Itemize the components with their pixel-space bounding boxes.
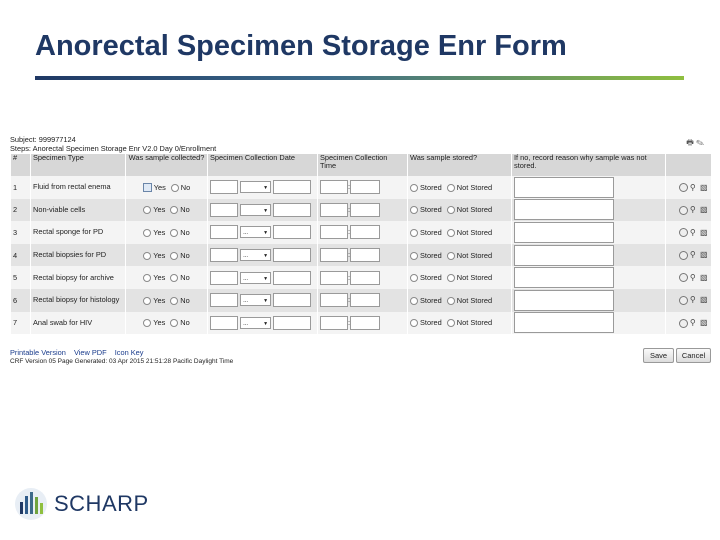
row-actions [666,266,711,289]
collection-time-cell [318,266,408,289]
time-separator: : [348,250,351,260]
status-circle-icon[interactable] [679,296,688,305]
collected-cell [126,266,208,289]
not-stored-label: Not Stored [456,295,493,305]
reason-cell [512,221,666,244]
collected-cell [126,312,208,335]
header-reason: If no, record reason why sample was not stored. [512,154,666,176]
year-input[interactable] [273,180,311,194]
hour-input[interactable] [320,293,351,307]
day-input[interactable] [210,203,238,217]
specimen-type-cell [31,221,126,244]
year-input[interactable] [273,203,311,217]
header-num: # [11,154,31,176]
table-row [11,176,711,199]
month-value: ... [243,230,249,237]
day-input[interactable] [210,225,238,239]
month-select[interactable] [240,272,271,284]
reason-cell [512,312,666,335]
reason-cell [512,289,666,312]
collected-yes-radio[interactable] [143,229,151,237]
collection-date-cell [208,289,318,312]
row-number: 4 [11,244,31,267]
collected-yes-radio[interactable] [143,252,151,260]
table-row [11,266,711,289]
stored-cell [408,199,512,222]
day-input[interactable] [210,248,238,262]
collected-cell [126,176,208,199]
no-label: No [180,295,190,305]
collected-cell [126,289,208,312]
not-stored-label: Not Stored [456,227,493,237]
month-select[interactable] [240,181,271,193]
collected-yes-radio[interactable] [143,183,152,192]
status-circle-icon[interactable] [679,319,688,328]
hour-input[interactable] [320,271,351,285]
print-edit-icons[interactable]: 🖶 ✎ [686,138,704,147]
collected-yes-radio[interactable] [143,274,151,282]
month-value: ... [243,275,249,282]
stored-label: Stored [420,273,442,283]
no-label: No [180,227,190,237]
not-stored-label: Not Stored [456,250,493,260]
collected-no-radio[interactable] [171,184,179,192]
stored-cell [408,312,512,335]
collected-no-radio[interactable] [170,319,178,327]
subject-id: Subject: 999977124 [10,135,76,144]
not-stored-radio[interactable] [447,184,455,192]
collected-cell [126,199,208,222]
stored-label: Stored [420,227,442,237]
row-number: 6 [11,289,31,312]
stored-label: Stored [420,295,442,305]
row-number: 2 [11,199,31,222]
yes-label: Yes [153,318,166,328]
collected-cell [126,221,208,244]
crf-form [10,135,710,366]
time-separator: : [348,204,351,214]
table-row [11,244,711,267]
reason-textarea[interactable] [514,245,614,266]
row-action-icons[interactable]: ⚲ ▧ [689,250,709,260]
specimen-type-cell [31,266,126,289]
row-action-icons[interactable]: ⚲ ▧ [689,272,709,282]
view-pdf-link[interactable]: View PDF [73,348,107,358]
hour-input[interactable] [320,203,351,217]
stored-label: Stored [420,318,442,328]
minute-input[interactable] [350,293,380,307]
row-actions [666,289,711,312]
stored-label: Stored [420,205,442,215]
table-row [11,289,711,312]
header-specimen-type: Specimen Type [31,154,126,176]
stored-cell [408,244,512,267]
icon-key-link[interactable]: Icon Key [114,348,144,358]
month-select[interactable] [240,226,271,238]
stored-radio[interactable] [410,229,418,237]
specimen-table [10,154,711,334]
year-input[interactable] [273,316,311,330]
chevron-down-icon: ▼ [263,253,269,260]
not-stored-radio[interactable] [447,229,455,237]
table-row [11,199,711,222]
no-label: No [180,250,190,260]
year-input[interactable] [273,225,311,239]
stored-radio[interactable] [410,319,418,327]
specimen-type-cell [31,289,126,312]
reason-textarea[interactable] [514,199,614,220]
stored-cell [408,266,512,289]
slide-title: Anorectal Specimen Storage Enr Form [35,30,567,62]
year-input[interactable] [273,293,311,307]
row-number: 5 [11,266,31,289]
collection-date-cell [208,176,318,199]
not-stored-radio[interactable] [447,319,455,327]
not-stored-radio[interactable] [447,206,455,214]
row-action-icons[interactable]: ⚲ ▧ [689,227,709,237]
month-select[interactable] [240,317,271,329]
row-actions [666,176,711,199]
status-circle-icon[interactable] [679,273,688,282]
specimen-type: Rectal biopsies for PD [33,250,107,260]
yes-label: Yes [153,250,166,260]
minute-input[interactable] [350,203,380,217]
time-separator: : [348,272,351,282]
reason-cell [512,244,666,267]
not-stored-radio[interactable] [447,252,455,260]
row-action-icons[interactable]: ⚲ ▧ [689,295,709,305]
collection-date-cell [208,199,318,222]
collected-yes-radio[interactable] [143,206,151,214]
yes-label: Yes [153,227,166,237]
status-circle-icon[interactable] [679,228,688,237]
not-stored-radio[interactable] [447,274,455,282]
specimen-type: Anal swab for HIV [33,317,93,327]
header-actions [666,154,711,176]
collected-no-radio[interactable] [170,252,178,260]
month-value: ... [243,253,249,260]
table-header [11,154,711,176]
collected-no-radio[interactable] [170,297,178,305]
row-number: 1 [11,176,31,199]
collection-time-cell [318,244,408,267]
chevron-down-icon: ▼ [263,298,269,305]
collected-no-radio[interactable] [170,206,178,214]
minute-input[interactable] [350,316,380,330]
hour-input[interactable] [320,248,351,262]
time-separator: : [348,295,351,305]
hour-input[interactable] [320,316,351,330]
form-meta [10,135,710,154]
time-separator: : [348,182,351,192]
not-stored-label: Not Stored [456,205,493,215]
month-select[interactable] [240,249,271,261]
row-number: 3 [11,221,31,244]
stored-cell [408,221,512,244]
hour-input[interactable] [320,225,351,239]
collection-time-cell [318,221,408,244]
collection-time-cell [318,312,408,335]
row-action-icons[interactable]: ⚲ ▧ [689,205,709,215]
reason-textarea[interactable] [514,267,614,288]
yes-label: Yes [153,182,166,192]
collection-date-cell [208,266,318,289]
reason-textarea[interactable] [514,222,614,243]
chevron-down-icon: ▼ [263,185,269,192]
row-actions [666,221,711,244]
form-steps: Steps: Anorectal Specimen Storage Enr V2.0 Day 0/Enrollment [10,144,217,153]
chevron-down-icon: ▼ [263,320,269,327]
collected-yes-radio[interactable] [143,297,151,305]
page-generated-text: CRF Version 05 Page Generated: 03 Apr 2015 21:51:28 Pacific Daylight Time [10,358,234,366]
cancel-button[interactable]: Cancel [676,348,711,363]
no-label: No [180,318,190,328]
stored-cell [408,289,512,312]
status-circle-icon[interactable] [679,183,688,192]
logo-mark-icon [14,486,48,522]
collection-date-cell [208,221,318,244]
year-input[interactable] [273,248,311,262]
specimen-type: Rectal biopsy for histology [33,295,120,305]
not-stored-label: Not Stored [456,182,493,192]
specimen-type: Rectal sponge for PD [33,227,104,237]
row-number: 7 [11,312,31,335]
minute-input[interactable] [350,225,380,239]
title-underline [35,76,684,80]
yes-label: Yes [153,205,166,215]
stored-cell [408,176,512,199]
collected-yes-radio[interactable] [143,319,151,327]
save-button[interactable]: Save [643,348,674,363]
specimen-type: Rectal biopsy for archive [33,272,114,282]
yes-label: Yes [153,273,166,283]
printable-version-link[interactable]: Printable Version [10,348,66,358]
logo-wordmark: SCHARP [54,491,149,516]
day-input[interactable] [210,271,238,285]
header-stored: Was sample stored? [408,154,512,176]
time-separator: : [348,317,351,327]
stored-radio[interactable] [410,252,418,260]
time-separator: : [348,227,351,237]
minute-input[interactable] [350,180,380,194]
row-actions [666,244,711,267]
stored-label: Stored [420,250,442,260]
hour-input[interactable] [320,180,351,194]
yes-label: Yes [153,295,166,305]
table-row [11,221,711,244]
stored-radio[interactable] [410,206,418,214]
status-circle-icon[interactable] [679,251,688,260]
stored-label: Stored [420,182,442,192]
stored-radio[interactable] [410,184,418,192]
header-collected: Was sample collected? [126,154,208,176]
day-input[interactable] [210,316,238,330]
reason-textarea[interactable] [514,290,614,311]
chevron-down-icon: ▼ [263,275,269,282]
row-action-icons[interactable]: ⚲ ▧ [689,318,709,328]
stored-radio[interactable] [410,297,418,305]
collection-time-cell [318,176,408,199]
day-input[interactable] [210,180,238,194]
minute-input[interactable] [350,248,380,262]
day-input[interactable] [210,293,238,307]
not-stored-label: Not Stored [456,318,493,328]
not-stored-radio[interactable] [447,297,455,305]
table-row [11,312,711,335]
row-actions [666,312,711,335]
stored-radio[interactable] [410,274,418,282]
month-value: ... [243,298,249,305]
no-label: No [180,182,191,192]
reason-textarea[interactable] [514,312,614,333]
month-select[interactable] [240,294,271,306]
reason-cell [512,176,666,199]
minute-input[interactable] [350,271,380,285]
footer-links [10,348,150,357]
collected-no-radio[interactable] [170,274,178,282]
reason-cell [512,199,666,222]
row-actions [666,199,711,222]
no-label: No [180,205,190,215]
specimen-type-cell [31,176,126,199]
specimen-type: Fluid from rectal enema [33,182,111,192]
form-footer [10,334,710,366]
not-stored-label: Not Stored [456,273,493,283]
status-circle-icon[interactable] [679,206,688,215]
specimen-type-cell [31,244,126,267]
specimen-type-cell [31,199,126,222]
reason-cell [512,266,666,289]
reason-textarea[interactable] [514,177,614,198]
collection-date-cell [208,312,318,335]
collected-no-radio[interactable] [170,229,178,237]
header-collection-date: Specimen Collection Date [208,154,318,176]
specimen-type: Non-viable cells [33,204,86,214]
collection-time-cell [318,289,408,312]
collection-date-cell [208,244,318,267]
header-collection-time: Specimen Collection Time [318,154,408,176]
collection-time-cell [318,199,408,222]
chevron-down-icon: ▼ [263,207,269,214]
specimen-type-cell [31,312,126,335]
row-action-icons[interactable]: ⚲ ▧ [689,182,709,192]
month-select[interactable] [240,204,271,216]
chevron-down-icon: ▼ [263,230,269,237]
no-label: No [180,273,190,283]
collected-cell [126,244,208,267]
year-input[interactable] [273,271,311,285]
month-value: ... [243,320,249,327]
